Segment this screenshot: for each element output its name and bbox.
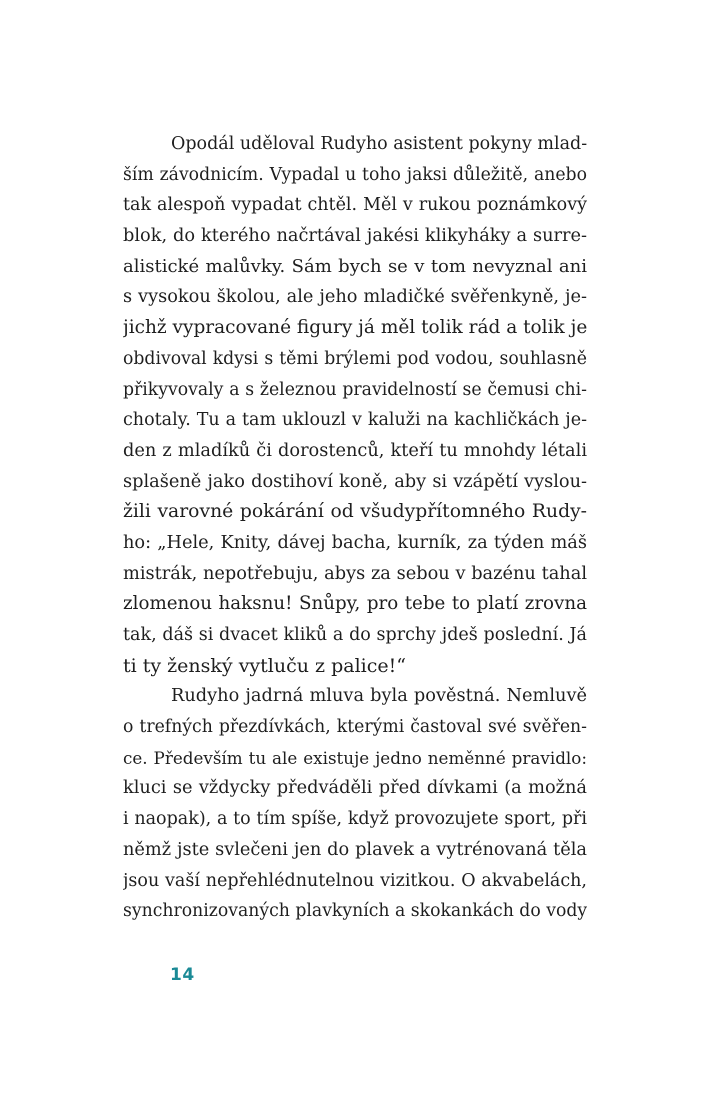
text-line: synchronizovaných plavkyních a skokankách do vody bbox=[123, 901, 587, 922]
text-line: i naopak), a to tím spíše, když provozujete sport, při bbox=[123, 809, 587, 830]
text-line: o trefných přezdívkách, kterými častoval své svěřen- bbox=[123, 717, 587, 738]
text-line: kluci se vždycky předváděli před dívkami (a možná bbox=[123, 778, 587, 799]
text-line: chotaly. Tu a tam uklouzl v kaluži na kachličkách je- bbox=[123, 410, 587, 431]
text-line: alistické malůvky. Sám bych se v tom nevyznal ani bbox=[123, 255, 587, 277]
text-line: tak, dáš si dvacet kliků a do sprchy jdeš poslední. Já bbox=[123, 625, 587, 645]
paragraph-1 bbox=[123, 129, 587, 681]
text-line: ce. Především tu ale existuje jedno neměnné pravidlo: bbox=[123, 747, 587, 768]
text-line: den z mladíků či dorostenců, kteří tu mnohdy létali bbox=[123, 440, 587, 461]
text-line: zlomenou haksnu! Snůpy, pro tebe to platí zrovna bbox=[123, 593, 587, 615]
text-line: obdivoval kdysi s těmi brýlemi pod vodou, souhlasně bbox=[123, 348, 587, 369]
text-line: Opodál uděloval Rudyho asistent pokyny mlad- bbox=[171, 134, 587, 154]
text-line: žili varovné pokárání od všudypřítomného Rudy- bbox=[123, 501, 587, 523]
text-line: ho: „Hele, Knity, dávej bacha, kurník, za týden máš bbox=[123, 532, 587, 553]
text-line: přikyvovaly a s železnou pravidelností se čemusi chi- bbox=[123, 379, 587, 400]
text-line: jsou vaší nepřehlédnutelnou vizitkou. O akvabelách, bbox=[123, 870, 587, 891]
page-number: 14 bbox=[170, 965, 195, 985]
body-text bbox=[123, 129, 587, 927]
text-line: ším závodnicím. Vypadal u toho jaksi důležitě, anebo bbox=[123, 164, 587, 185]
text-line: tak alespoň vypadat chtěl. Měl v rukou poznámkový bbox=[123, 195, 587, 216]
text-line: ti ty ženský vytluču z palice!“ bbox=[123, 654, 406, 677]
text-line: s vysokou školou, ale jeho mladičké svěřenkyně, je- bbox=[123, 287, 587, 308]
text-line: jichž vypracované figury já měl tolik rád a tolik je bbox=[123, 317, 587, 339]
text-line: Rudyho jadrná mluva byla pověstná. Nemluvě bbox=[171, 686, 587, 707]
text-line: splašeně jako dostihoví koně, aby si vzápětí vyslou- bbox=[123, 471, 587, 492]
paragraph-2 bbox=[123, 681, 587, 927]
text-line: mistrák, nepotřebuju, abys za sebou v bazénu tahal bbox=[123, 563, 587, 584]
text-line: blok, do kterého načrtával jakési klikyháky a surre- bbox=[123, 226, 587, 247]
text-line: němž jste svlečeni jen do plavek a vytrénovaná těla bbox=[123, 839, 587, 860]
